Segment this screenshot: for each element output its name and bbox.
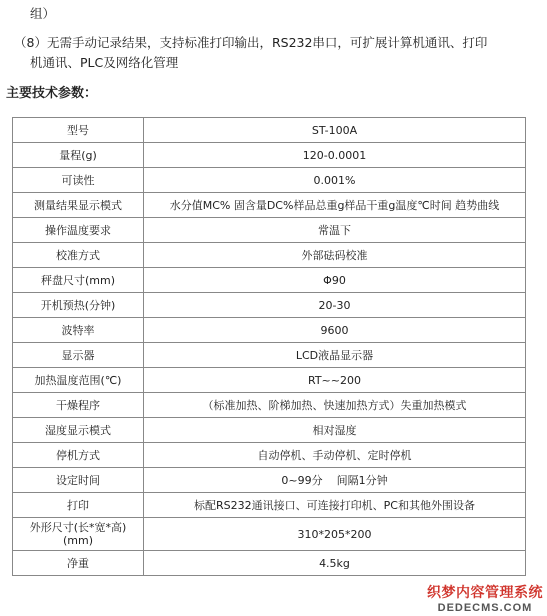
spec-key: 校准方式 <box>13 243 144 268</box>
table-row <box>13 493 526 518</box>
watermark-url: DEDECMS.COM <box>437 602 533 614</box>
table-row <box>13 193 526 218</box>
table-row <box>13 518 526 551</box>
table-row <box>13 143 526 168</box>
spec-key: 波特率 <box>13 318 144 343</box>
spec-key: 显示器 <box>13 343 144 368</box>
spec-key: 开机预热(分钟) <box>13 293 144 318</box>
spec-value: 外部砝码校准 <box>144 243 526 268</box>
spec-key: 设定时间 <box>13 468 144 493</box>
table-row <box>13 418 526 443</box>
table-row <box>13 343 526 368</box>
table-row <box>13 293 526 318</box>
spec-value: 标配RS232通讯接口、可连接打印机、PC和其他外围设备 <box>144 493 526 518</box>
spec-key: 加热温度范围(℃) <box>13 368 144 393</box>
table-row <box>13 268 526 293</box>
spec-key: 量程(g) <box>13 143 144 168</box>
intro-line-2: （8）无需手动记录结果，支持标准打印输出，RS232串口，可扩展计算机通讯、打印 <box>14 35 488 50</box>
spec-key: 秤盘尺寸(mm) <box>13 268 144 293</box>
spec-value: 310*205*200 <box>144 518 526 551</box>
spec-key: 操作温度要求 <box>13 218 144 243</box>
watermark-logo <box>427 582 543 614</box>
table-row <box>13 368 526 393</box>
spec-key: 停机方式 <box>13 443 144 468</box>
spec-value: 相对湿度 <box>144 418 526 443</box>
spec-value: ST-100A <box>144 118 526 143</box>
spec-value: 水分值MC% 固含量DC%样品总重g样品干重g温度℃时间 趋势曲线 <box>144 193 526 218</box>
spec-value: 自动停机、手动停机、定时停机 <box>144 443 526 468</box>
intro-line-3: 机通讯、PLC及网络化管理 <box>30 55 179 70</box>
spec-value: （标准加热、阶梯加热、快速加热方式）失重加热模式 <box>144 393 526 418</box>
spec-value: Φ90 <box>144 268 526 293</box>
table-row <box>13 443 526 468</box>
table-row <box>13 468 526 493</box>
section-title: 主要技术参数： <box>6 86 98 101</box>
table-row <box>13 318 526 343</box>
spec-value: LCD液晶显示器 <box>144 343 526 368</box>
spec-key: 打印 <box>13 493 144 518</box>
watermark-text: 织梦内容管理系统 <box>427 584 543 600</box>
table-row <box>13 551 526 576</box>
spec-table <box>12 117 526 576</box>
spec-key: 湿度显示模式 <box>13 418 144 443</box>
spec-key: 干燥程序 <box>13 393 144 418</box>
table-row <box>13 243 526 268</box>
spec-key: 型号 <box>13 118 144 143</box>
spec-value: 9600 <box>144 318 526 343</box>
spec-value: 20-30 <box>144 293 526 318</box>
spec-value: 120-0.0001 <box>144 143 526 168</box>
spec-key: 测量结果显示模式 <box>13 193 144 218</box>
spec-key: 可读性 <box>13 168 144 193</box>
intro-line-1: 组） <box>30 6 56 21</box>
spec-key: 净重 <box>13 551 144 576</box>
spec-key: 外形尺寸(长*宽*高)(mm) <box>13 518 144 551</box>
spec-value: 0.001% <box>144 168 526 193</box>
table-row <box>13 218 526 243</box>
spec-value: 常温下 <box>144 218 526 243</box>
table-row <box>13 118 526 143</box>
spec-value: 4.5kg <box>144 551 526 576</box>
table-row <box>13 168 526 193</box>
table-row <box>13 393 526 418</box>
spec-value: RT~~200 <box>144 368 526 393</box>
spec-value: 0~99分 间隔1分钟 <box>144 468 526 493</box>
